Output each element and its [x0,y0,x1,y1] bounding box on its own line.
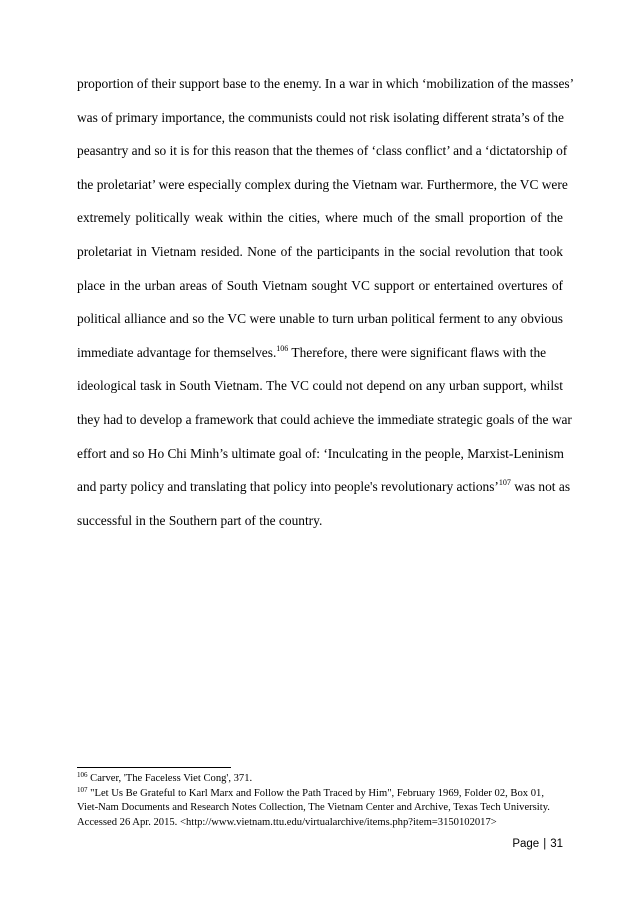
body-line: political alliance and so the VC were unable to turn urban political ferment to any obvious [77,311,563,327]
page-separator: | [543,838,547,850]
footnote-text: Carver, 'The Faceless Viet Cong', 371. [87,773,253,784]
body-line: successful in the Southern part of the country. [77,512,323,528]
footnote-106 [77,772,567,787]
body-paragraph [77,67,575,537]
body-text-segment: and party policy and translating that policy into people's revolutionary actions’ [77,479,499,495]
body-line: was of primary importance, the communists could not risk isolating different strata’s of the [77,109,564,125]
footnote-line: Viet-Nam Documents and Research Notes Collection, The Vietnam Center and Archive, Texas Tech University. [77,802,550,814]
body-line: peasantry and so it is for this reason that the themes of ‘class conflict’ and a ‘dictatorship of [77,143,568,159]
footnote-107 [77,787,567,831]
body-line: proletariat in Vietnam resided. None of the participants in the social revolution that took [77,243,563,259]
body-text-segment: immediate advantage for themselves. [77,344,277,360]
footnote-line [77,787,567,802]
body-line [77,470,571,504]
body-text-segment: was not as [510,479,571,495]
body-line: effort and so Ho Chi Minh’s ultimate goal of: ‘Inculcating in the people, Marxist-Leninism [77,445,564,461]
footnote-text: "Let Us Be Grateful to Karl Marx and Follow the Path Traced by Him", February 1969, Folder 02, Box 01, [87,787,544,799]
page-number [512,838,563,850]
page-label: Page [512,838,540,850]
body-text-segment: Therefore, there were significant flaws with the [288,344,547,360]
footnote-reference[interactable]: 107 [498,478,511,488]
body-line: ideological task in South Vietnam. The VC could not depend on any urban support, whilst [77,378,563,394]
page-number-value: 31 [550,838,563,850]
body-line: proportion of their support base to the enemy. In a war in which ‘mobilization of the masses’ [77,76,575,91]
footnote-line: Accessed 26 Apr. 2015. <http://www.vietnam.ttu.edu/virtualarchive/items.php?item=3150102017> [77,816,497,828]
footnote-reference[interactable]: 106 [276,343,289,353]
body-line: they had to develop a framework that could achieve the immediate strategic goals of the war [77,411,572,427]
footnote-number: 107 [77,785,88,794]
footnote-separator [77,767,231,768]
body-line: the proletariat’ were especially complex during the Vietnam war. Furthermore, the VC were [77,176,568,192]
footnotes [77,772,567,830]
body-line [77,336,563,370]
footnote-number: 106 [77,771,88,779]
body-line: place in the urban areas of South Vietnam sought VC support or entertained overtures of [77,277,563,293]
body-line: extremely politically weak within the cities, where much of the small proportion of the [77,210,563,226]
